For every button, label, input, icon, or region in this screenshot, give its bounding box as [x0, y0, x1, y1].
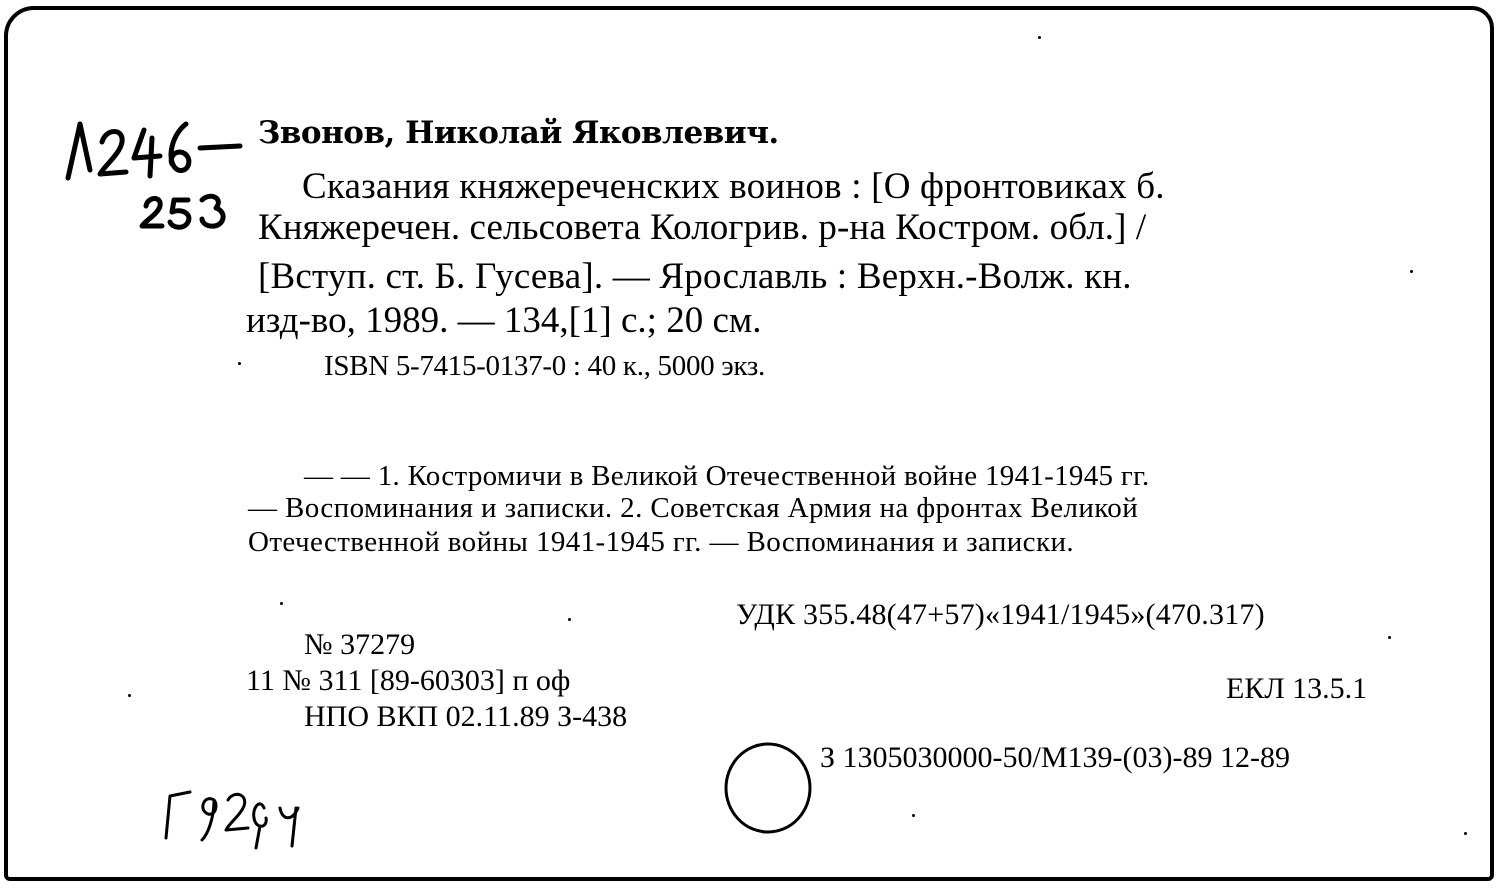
npo-line: НПО ВКП 02.11.89 З-438 — [304, 700, 628, 733]
title-line-2: Княжеречен. сельсовета Кологрив. р-на Костром. обл.] / — [258, 207, 1147, 248]
scan-speck — [912, 814, 915, 817]
author-heading: Звонов, Николай Яковлевич. — [258, 115, 779, 151]
title-line-3: [Вступ. ст. Б. Гусева]. — Ярославль : Верхн.-Волж. кн. — [258, 256, 1132, 297]
scan-speck — [568, 618, 571, 621]
title-line-4: изд-во, 1989. — 134,[1] с.; 20 см. — [246, 300, 762, 341]
print-order: 11 № 311 [89-60303] п оф — [246, 664, 571, 697]
scan-speck — [238, 362, 241, 365]
handwritten-call-number — [60, 108, 250, 248]
scan-speck — [1410, 270, 1413, 273]
subject-line-2: — Воспоминания и записки. 2. Советская Армия на фронтах Великой — [248, 492, 1139, 524]
card-number: № 37279 — [304, 628, 416, 661]
scan-speck — [1388, 636, 1391, 639]
udk-code: УДК 355.48(47+57)«1941/1945»(470.317) — [736, 598, 1265, 631]
handwritten-inventory-mark — [156, 778, 346, 858]
index-code: З 1305030000-50/М139-(03)-89 12-89 — [820, 741, 1290, 774]
subject-line-3: Отечественной войны 1941-1945 гг. — Воспоминания и записки. — [248, 526, 1075, 558]
scan-speck — [280, 602, 283, 605]
scan-speck — [1464, 832, 1467, 835]
handdrawn-circle — [722, 738, 822, 838]
subject-line-1: — — 1. Костромичи в Великой Отечественной войне 1941-1945 гг. — [304, 460, 1150, 492]
scan-speck — [128, 694, 131, 697]
scan-speck — [1038, 36, 1041, 39]
catalog-card — [4, 6, 1494, 881]
isbn-line: ISBN 5-7415-0137-0 : 40 к., 5000 экз. — [324, 350, 765, 382]
title-line-1: Сказания княжереченских воинов : [О фронтовиках б. — [302, 166, 1165, 207]
ekl-code: ЕКЛ 13.5.1 — [1226, 672, 1368, 705]
